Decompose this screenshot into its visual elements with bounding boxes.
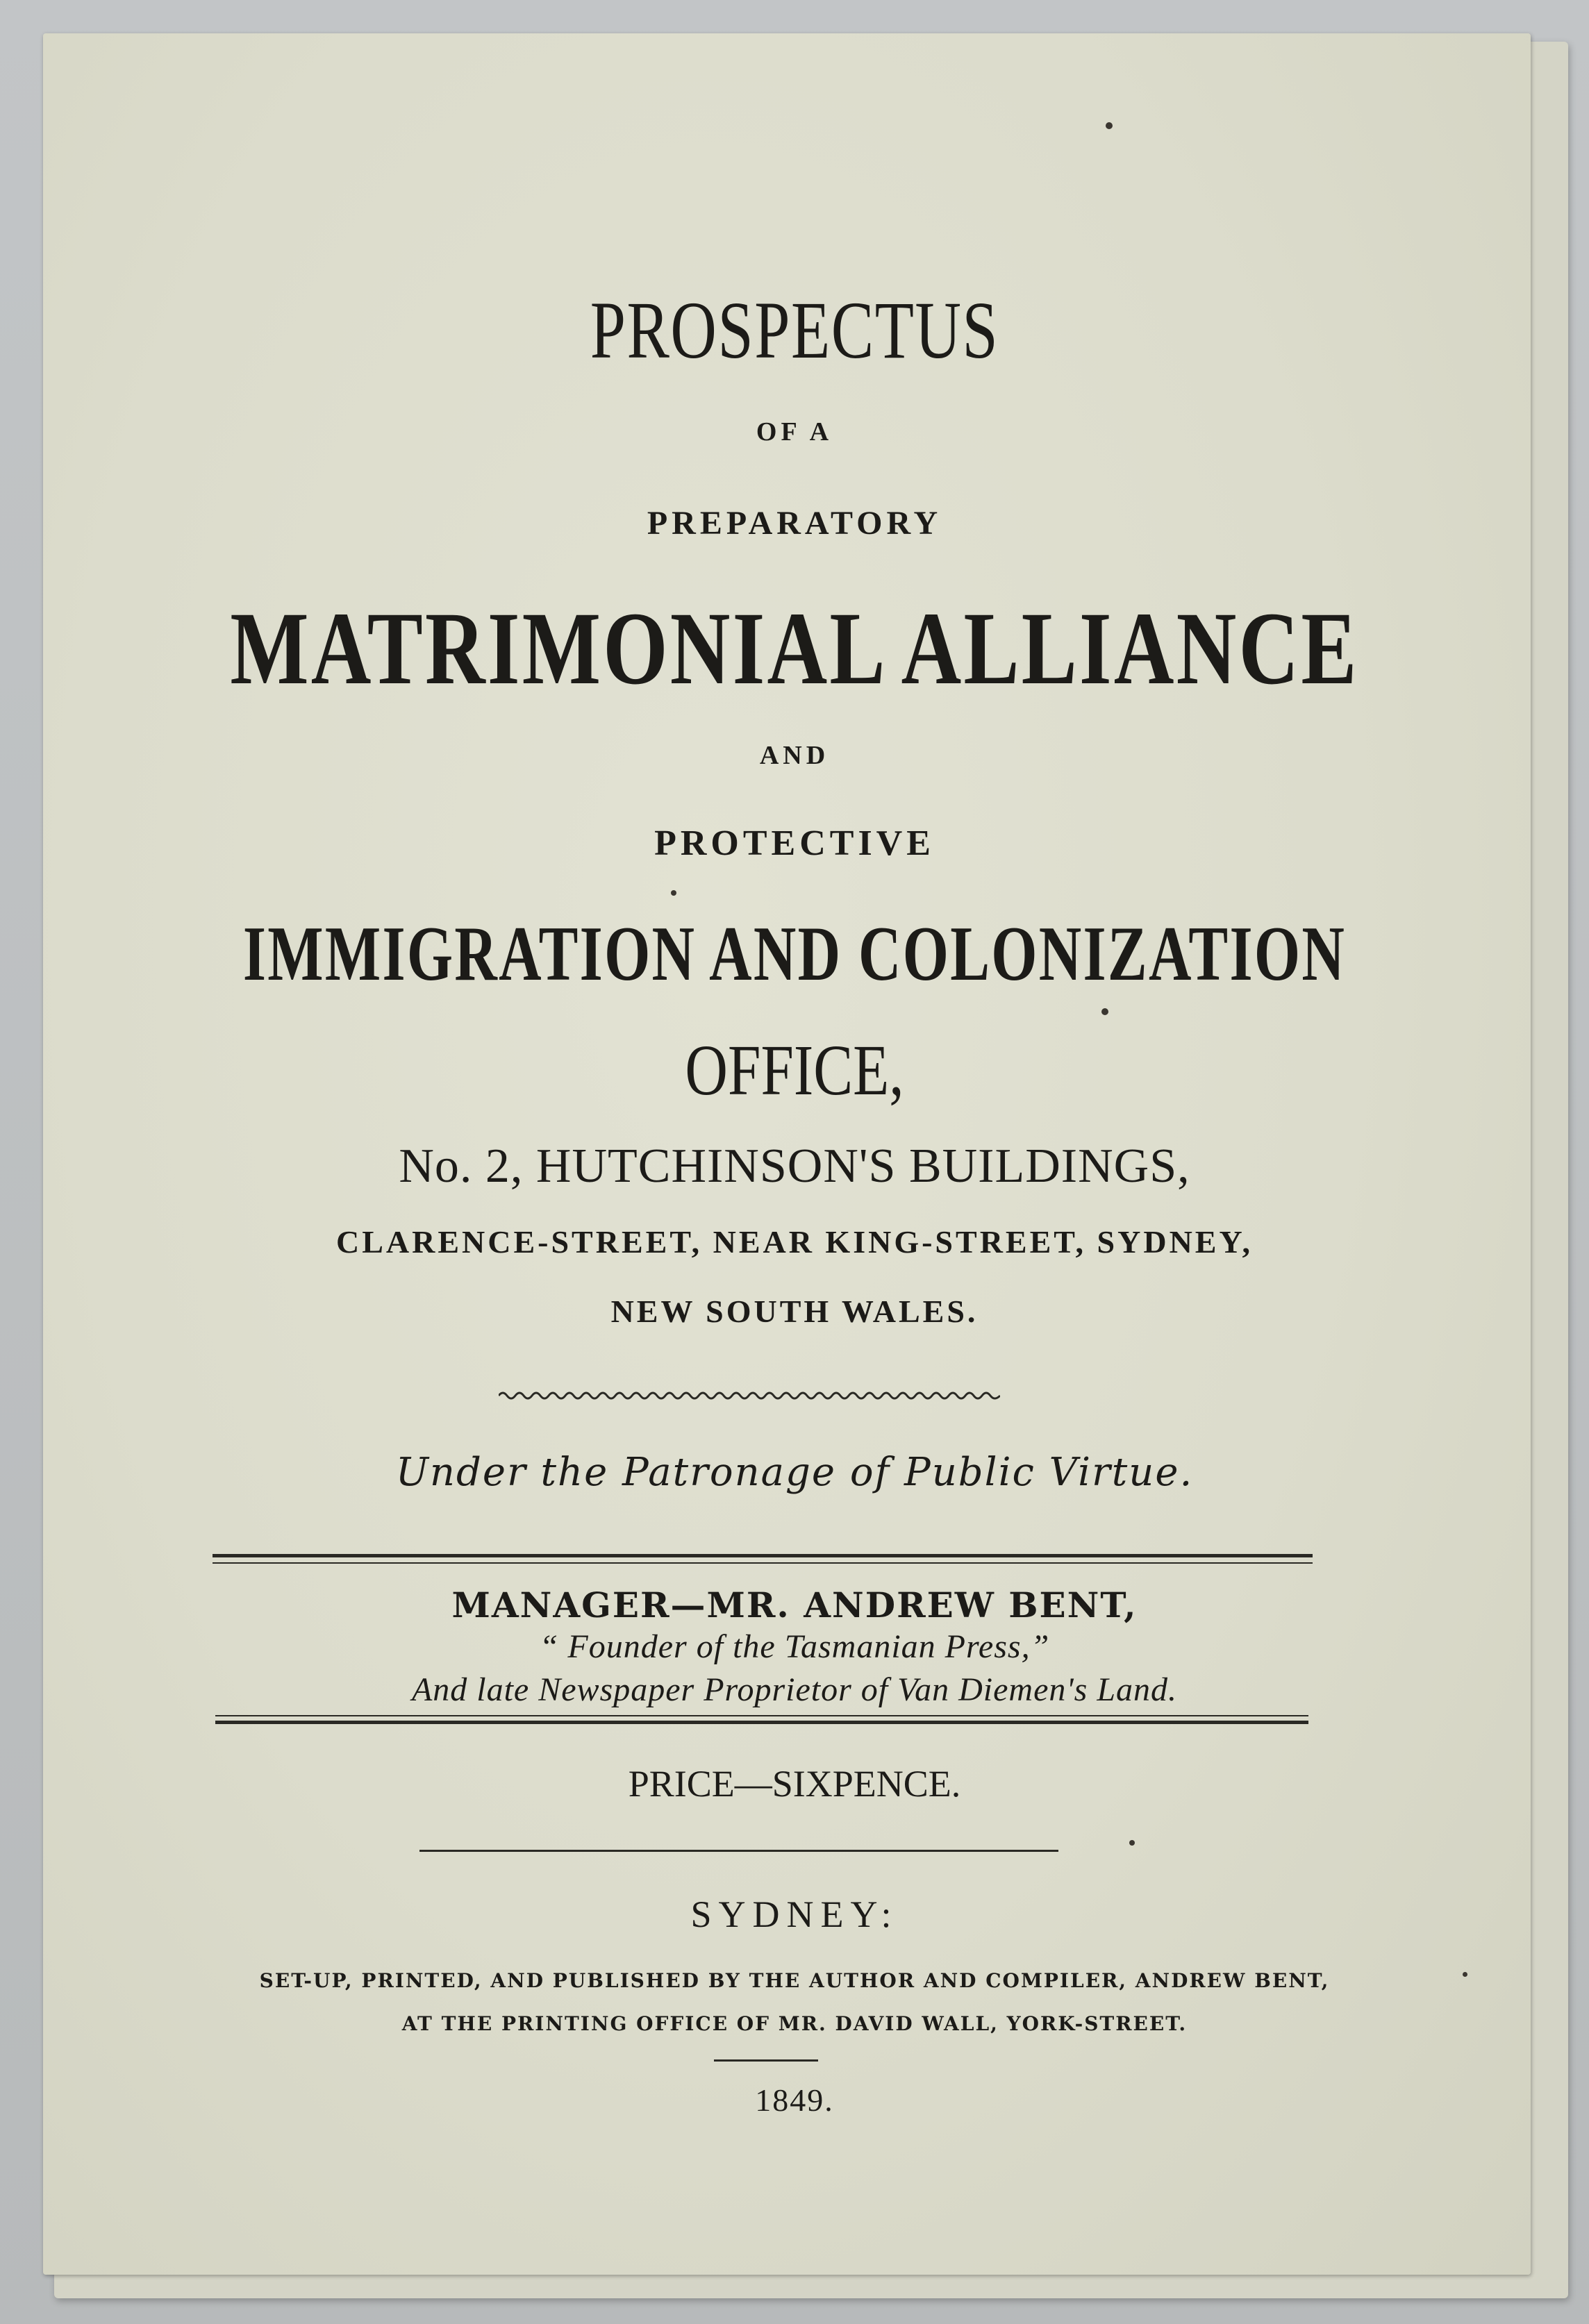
- imprint-publisher: SET-UP, PRINTED, AND PUBLISHED BY THE AUTHOR AND COMPILER, ANDREW BENT,: [259, 1969, 1330, 1992]
- year-rule: [714, 2059, 818, 2062]
- imprint-printing-office: AT THE PRINTING OFFICE OF MR. DAVID WALL, YORK-STREET.: [401, 2012, 1188, 2035]
- heading-matrimonial-alliance: MATRIMONIAL ALLIANCE: [230, 591, 1359, 706]
- short-rule: [419, 1850, 1058, 1852]
- proprietor-line: And late Newspaper Proprietor of Van Diemen's Land.: [411, 1671, 1178, 1708]
- manager-line: MANAGER—MR. ANDREW BENT,: [451, 1585, 1138, 1625]
- heading-office: OFFICE,: [685, 1030, 904, 1110]
- price-line: PRICE—SIXPENCE.: [628, 1763, 961, 1805]
- page-title: PROSPECTUS: [590, 285, 999, 376]
- heading-immigration-colonization: IMMIGRATION AND COLONIZATION: [242, 911, 1347, 997]
- founder-line: “ Founder of the Tasmanian Press,”: [539, 1628, 1050, 1665]
- subtitle-protective: PROTECTIVE: [654, 824, 935, 863]
- double-rule-top-lower: [213, 1562, 1313, 1564]
- ink-speck: [1101, 1008, 1108, 1015]
- address-region: NEW SOUTH WALES.: [610, 1294, 979, 1329]
- subtitle-and: AND: [759, 741, 830, 770]
- ink-speck: [671, 890, 676, 896]
- double-rule-bottom-lower: [215, 1721, 1308, 1724]
- imprint-year: 1849.: [755, 2082, 834, 2118]
- double-rule-top-upper: [213, 1554, 1313, 1557]
- subtitle-preparatory: PREPARATORY: [647, 505, 942, 542]
- double-rule-bottom-upper: [215, 1715, 1308, 1716]
- wavy-divider: [499, 1389, 1000, 1403]
- ink-speck: [1106, 122, 1113, 129]
- subtitle-of-a: OF A: [756, 417, 833, 446]
- imprint-place: SYDNEY:: [690, 1894, 899, 1935]
- address-street: CLARENCE-STREET, NEAR KING-STREET, SYDNEY,: [336, 1224, 1253, 1260]
- show-through-text: [208, 208, 1347, 555]
- address-building: No. 2, HUTCHINSON'S BUILDINGS,: [399, 1139, 1190, 1193]
- patronage-line: Under the Patronage of Public Virtue.: [395, 1450, 1194, 1495]
- ink-speck: [1129, 1840, 1135, 1846]
